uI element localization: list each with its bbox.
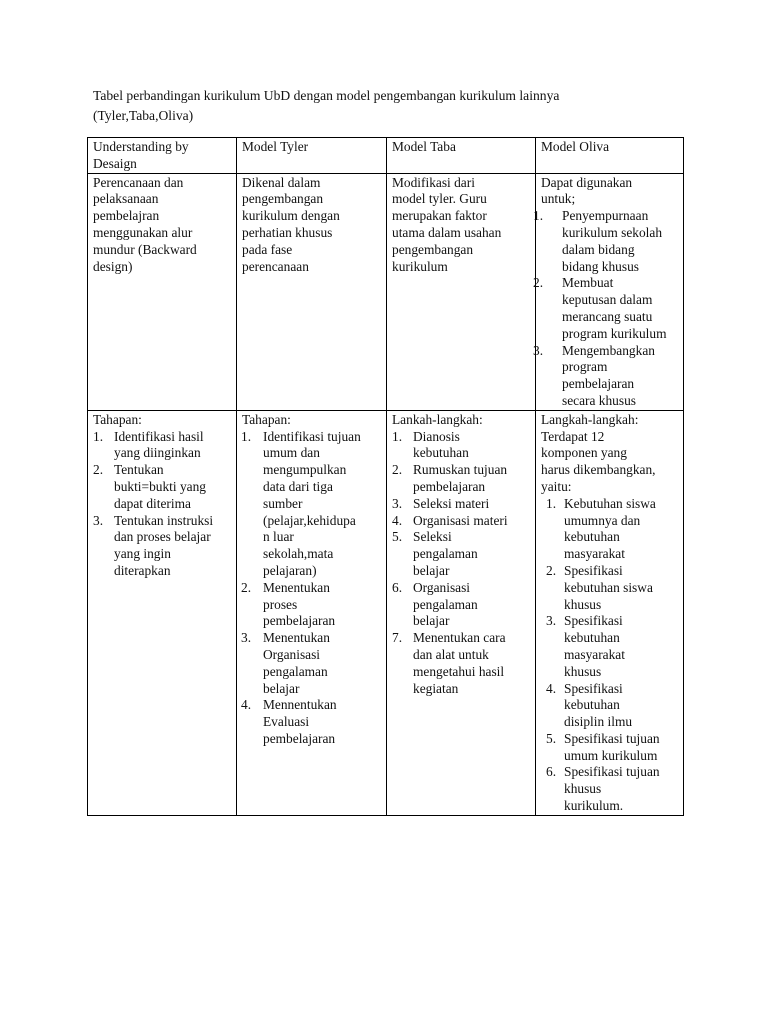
list-item-number: 5. xyxy=(392,529,403,545)
table-caption xyxy=(93,86,693,126)
list-item-number: 3. xyxy=(93,512,104,528)
list-item-number: 3. xyxy=(546,613,557,629)
list-item-number: 2. xyxy=(93,462,104,478)
oliva-desc-intro: Dapat digunakan untuk; xyxy=(541,174,633,207)
list-item-number: 1. xyxy=(241,428,252,444)
steps-cell-oliva xyxy=(536,410,684,815)
oliva-desc-list xyxy=(533,208,679,410)
list-item-number: 2. xyxy=(546,562,557,578)
list-item xyxy=(533,275,679,342)
oliva-steps-heading: Langkah-langkah: Terdapat 12 komponen yang harus dikembangkan, yaitu: xyxy=(541,411,656,494)
taba-steps-list xyxy=(392,429,531,698)
list-item-number: 2. xyxy=(392,462,403,478)
list-item-text: Organisasi pengalaman belajar xyxy=(413,579,478,629)
list-item xyxy=(392,529,531,579)
caption-line-1: Tabel perbandingan kurikulum UbD dengan model pengembangan kurikulum lainnya xyxy=(93,88,560,103)
list-item-text: Mengembangkan program pembelajaran secara khusus xyxy=(562,342,655,408)
list-item-number: 1. xyxy=(533,208,544,224)
steps-cell-taba xyxy=(387,410,536,815)
list-item-text: Spesifikasi tujuan umum kurikulum xyxy=(564,730,660,763)
list-item-text: Penyempurnaan kurikulum sekolah dalam bidang bidang khusus xyxy=(562,208,663,274)
list-item-text: Seleksi materi xyxy=(413,495,490,511)
list-item-text: Spesifikasi kebutuhan masyarakat khusus xyxy=(564,613,625,679)
list-item xyxy=(242,580,382,630)
taba-steps-heading: Lankah-langkah: xyxy=(392,411,483,427)
list-item xyxy=(541,681,679,731)
list-item-number: 6. xyxy=(546,764,557,780)
list-item-text: Seleksi pengalaman belajar xyxy=(413,529,478,578)
list-item-number: 4. xyxy=(241,697,252,713)
table-row-description xyxy=(88,173,684,410)
list-item xyxy=(541,731,679,765)
list-item-number: 3. xyxy=(392,495,403,511)
desc-cell-tyler: Dikenal dalam pengembangan kurikulum dengan perhatian khusus pada fase perencanaan xyxy=(237,173,387,410)
ubd-steps-list xyxy=(93,429,232,580)
list-item-text: Identifikasi tujuan umum dan mengumpulkan data dari tiga sumber (pelajar,kehidupa n luar sekolah,mata pelajaran) xyxy=(263,428,361,578)
desc-cell-oliva xyxy=(533,173,684,410)
desc-cell-taba: Modifikasi dari model tyler. Guru merupakan faktor utama dalam usahan pengembangan kurikulum xyxy=(387,173,536,410)
list-item-text: Tentukan instruksi dan proses belajar yang ingin diterapkan xyxy=(114,512,214,578)
list-item-number: 4. xyxy=(392,512,403,528)
list-item-text: Spesifikasi kebutuhan disiplin ilmu xyxy=(564,680,633,730)
tyler-steps-list xyxy=(242,429,382,748)
list-item-text: Tentukan bukti=bukti yang dapat diterima xyxy=(114,462,206,511)
list-item xyxy=(242,630,382,697)
list-item-number: 3. xyxy=(533,342,544,358)
ubd-steps-heading: Tahapan: xyxy=(93,411,142,427)
list-item xyxy=(533,342,679,410)
desc-cell-ubd: Perencanaan dan pelaksanaan pembelajran menggunakan alur mundur (Backward design) xyxy=(88,173,237,410)
list-item-number: 2. xyxy=(241,579,252,595)
list-item-text: Membuat keputusan dalam merancang suatu program kurikulum xyxy=(562,275,667,341)
list-item xyxy=(93,462,232,512)
comparison-table xyxy=(87,137,684,816)
steps-cell-ubd xyxy=(88,410,237,815)
list-item-number: 6. xyxy=(392,579,403,595)
list-item-text: Organisasi materi xyxy=(413,512,508,528)
list-item-number: 7. xyxy=(392,630,403,646)
list-item xyxy=(242,429,382,580)
list-item-number: 1. xyxy=(546,495,557,511)
oliva-steps-list xyxy=(541,496,679,815)
list-item xyxy=(93,513,232,580)
steps-cell-tyler xyxy=(237,410,387,815)
list-item xyxy=(392,496,531,513)
table-row-steps xyxy=(88,410,684,815)
header-cell-tyler: Model Tyler xyxy=(237,138,387,174)
list-item xyxy=(392,580,531,630)
list-item xyxy=(392,462,531,496)
header-cell-ubd: Understanding by Desaign xyxy=(88,138,237,174)
table-header-row xyxy=(88,138,684,174)
list-item-text: Mennentukan Evaluasi pembelajaran xyxy=(263,697,337,746)
list-item xyxy=(392,429,531,463)
list-item-text: Menentukan Organisasi pengalaman belajar xyxy=(263,630,330,696)
list-item-text: Spesifikasi tujuan khusus kurikulum. xyxy=(564,764,660,814)
list-item-text: Rumuskan tujuan pembelajaran xyxy=(413,462,508,494)
tyler-steps-heading: Tahapan: xyxy=(242,411,291,427)
list-item xyxy=(541,613,679,680)
list-item-text: Dianosis kebutuhan xyxy=(413,428,469,461)
list-item xyxy=(541,764,679,814)
list-item xyxy=(533,208,679,275)
list-item-number: 2. xyxy=(533,275,544,291)
list-item-text: Identifikasi hasil yang diinginkan xyxy=(114,428,204,461)
list-item-number: 5. xyxy=(546,730,557,746)
list-item-text: Menentukan cara dan alat untuk mengetahui hasil kegiatan xyxy=(413,630,506,696)
list-item-text: Menentukan proses pembelajaran xyxy=(263,579,336,629)
list-item-number: 3. xyxy=(241,630,252,646)
list-item-number: 4. xyxy=(546,680,557,696)
list-item xyxy=(242,697,382,747)
list-item-text: Kebutuhan siswa umumnya dan kebutuhan masyarakat xyxy=(564,495,656,562)
list-item-number: 1. xyxy=(93,428,104,444)
list-item xyxy=(541,496,679,563)
header-cell-taba: Model Taba xyxy=(387,138,536,174)
list-item-number: 1. xyxy=(392,428,403,444)
header-cell-oliva: Model Oliva xyxy=(536,138,684,174)
list-item xyxy=(93,429,232,463)
list-item xyxy=(392,630,531,697)
list-item xyxy=(541,563,679,613)
list-item xyxy=(392,513,531,530)
caption-line-2: (Tyler,Taba,Oliva) xyxy=(93,108,194,123)
list-item-text: Spesifikasi kebutuhan siswa khusus xyxy=(564,562,653,612)
